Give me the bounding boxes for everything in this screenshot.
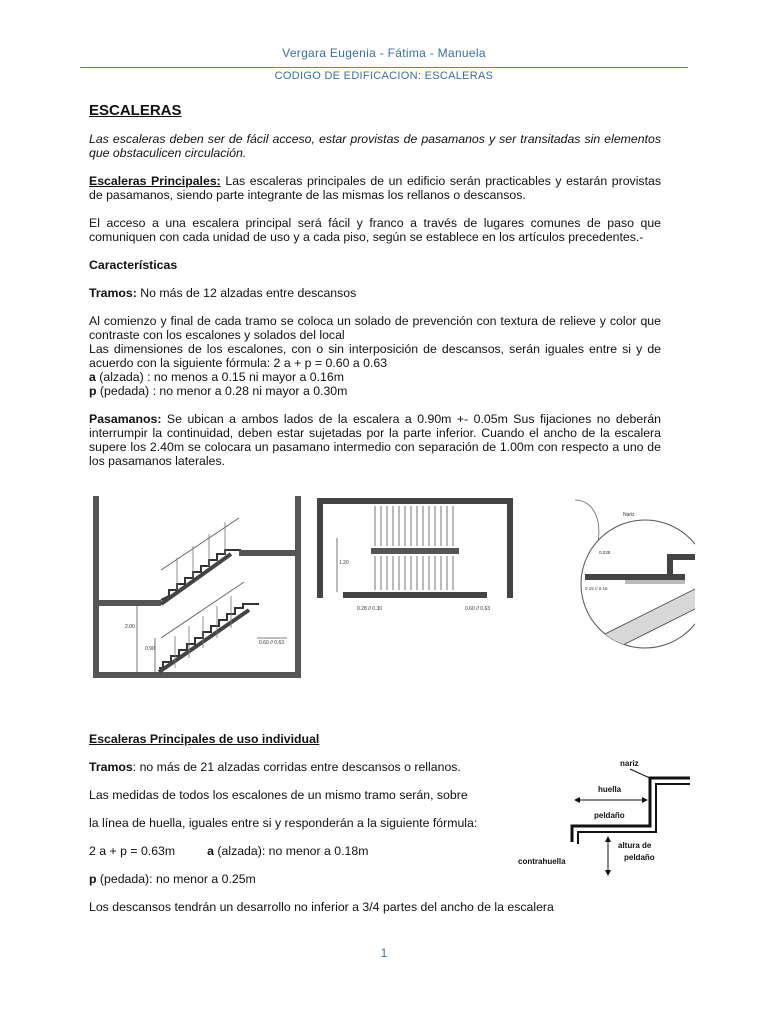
dim-0-60-section: 0.60 // 0.63 [259, 640, 285, 646]
step-diagram [514, 756, 692, 880]
individual-tramos-label: Tramos [89, 760, 133, 774]
acceso-paragraph: El acceso a una escalera principal será fácil y franco a través de lugares comunes de paso que comuniquen con cada unidad de uso y a cada piso, según se establece en los artículos precedentes.- [89, 216, 661, 244]
principales-paragraph [89, 174, 661, 202]
step-contrahuella-label: contrahuella [518, 857, 566, 866]
dim-0-90: 0.90 [145, 646, 155, 652]
pedada-label: p [89, 384, 97, 398]
individual-formula-text: 2 a + p = 0.63m [89, 844, 176, 858]
tramos-paragraph [89, 286, 661, 300]
stair-section-drawing [89, 492, 311, 682]
main-content [89, 104, 661, 482]
stair-plan-drawing [317, 498, 513, 628]
pedada-text: (pedada) : no menor a 0.28 ni mayor a 0.30m [96, 384, 348, 398]
pasamanos-text: Se ubican a ambos lados de la escalera a 0.90m +- 0.05m Sus fijaciones no deberán interrumpir la continuidad, deben estar sujetadas por la parte inferior. Cuando el ancho de la escalera supere los 2.40m se colocara un pasamano intermedio con separación de 1.00m con respecto a uno de los pasamanos laterales. [89, 412, 661, 468]
step-huella-label: huella [598, 785, 622, 794]
dim-0-15: 0.15 // 0.16 [585, 586, 608, 591]
step-peldano-label: peldaño [594, 811, 625, 820]
tramos-text: No más de 12 alzadas entre descansos [136, 286, 357, 300]
alzada-text: (alzada) : no menos a 0.15 ni mayor a 0.16m [95, 370, 344, 384]
step-altura-label-2: peldaño [624, 853, 655, 862]
tramos-label: Tramos: [89, 286, 137, 300]
individual-tramos [89, 760, 461, 774]
nariz-label: Nariz [623, 512, 635, 518]
individual-alzada-text: (alzada): no menor a 0.18m [213, 844, 369, 858]
page-number: 1 [380, 946, 388, 960]
individual-pedada [89, 872, 256, 886]
dimensiones-paragraph: Las dimensiones de los escalones, con o sin interposición de descansos, serán iguales entre si y de acuerdo con la siguiente fórmula: 2 a + p = 0.60 a 0.63 [89, 342, 661, 370]
alzada-line [89, 370, 661, 384]
caracteristicas-heading: Características [89, 258, 178, 272]
individual-heading: Escaleras Principales de uso individual [89, 732, 320, 746]
individual-tramos-text: : no más de 21 alzadas corridas entre descansos o rellanos. [132, 760, 461, 774]
stair-figures [89, 492, 701, 684]
individual-line1: Las medidas de todos los escalones de un mismo tramo serán, sobre [89, 788, 468, 802]
individual-pedada-label: p [89, 872, 97, 886]
pasamanos-paragraph [89, 412, 661, 468]
pasamanos-label: Pasamanos: [89, 412, 162, 426]
principales-text: Las escaleras principales de un edificio serán practicables y estarán provistas de pasamanos, siendo parte integrante de las mismas los rellanos o descansos. [89, 174, 661, 202]
individual-line2: la línea de huella, iguales entre si y responderán a la siguiente fórmula: [89, 816, 478, 830]
individual-descansos: Los descansos tendrán un desarrollo no inferior a 3/4 partes del ancho de la escalera [89, 900, 554, 914]
header-subtitle: CODIGO DE EDIFICACION: ESCALERAS [274, 70, 494, 82]
page-title: ESCALERAS [89, 102, 182, 119]
principales-label: Escaleras Principales: [89, 174, 221, 188]
individual-pedada-text: (pedada): no menor a 0.25m [96, 872, 256, 886]
intro-paragraph: Las escaleras deben ser de fácil acceso, estar provistas de pasamanos y ser transitadas sin elementos que obstaculicen circulación. [89, 132, 661, 160]
alzada-label: a [89, 370, 96, 384]
pedada-line [89, 384, 661, 398]
header-authors: Vergara Eugenia - Fátima - Manuela [282, 46, 486, 60]
individual-alzada-label: a [207, 844, 214, 858]
nose-detail-drawing [575, 494, 695, 664]
dim-2-00: 2.00 [125, 624, 135, 630]
individual-formula [89, 844, 368, 858]
step-nariz-label: nariz [620, 759, 639, 768]
step-altura-label-1: altura de [618, 841, 652, 850]
solado-paragraph: Al comienzo y final de cada tramo se coloca un solado de prevención con textura de relieve y color que contraste con los escalones y solados del local [89, 314, 661, 342]
dim-1-20: 1.20 [339, 560, 349, 566]
header-divider [80, 67, 688, 68]
dim-0-28: 0.28 // 0.30 [357, 606, 383, 612]
dim-0-035: 0.035 [599, 550, 611, 555]
dim-0-60-plan: 0.60 // 0.63 [465, 606, 491, 612]
